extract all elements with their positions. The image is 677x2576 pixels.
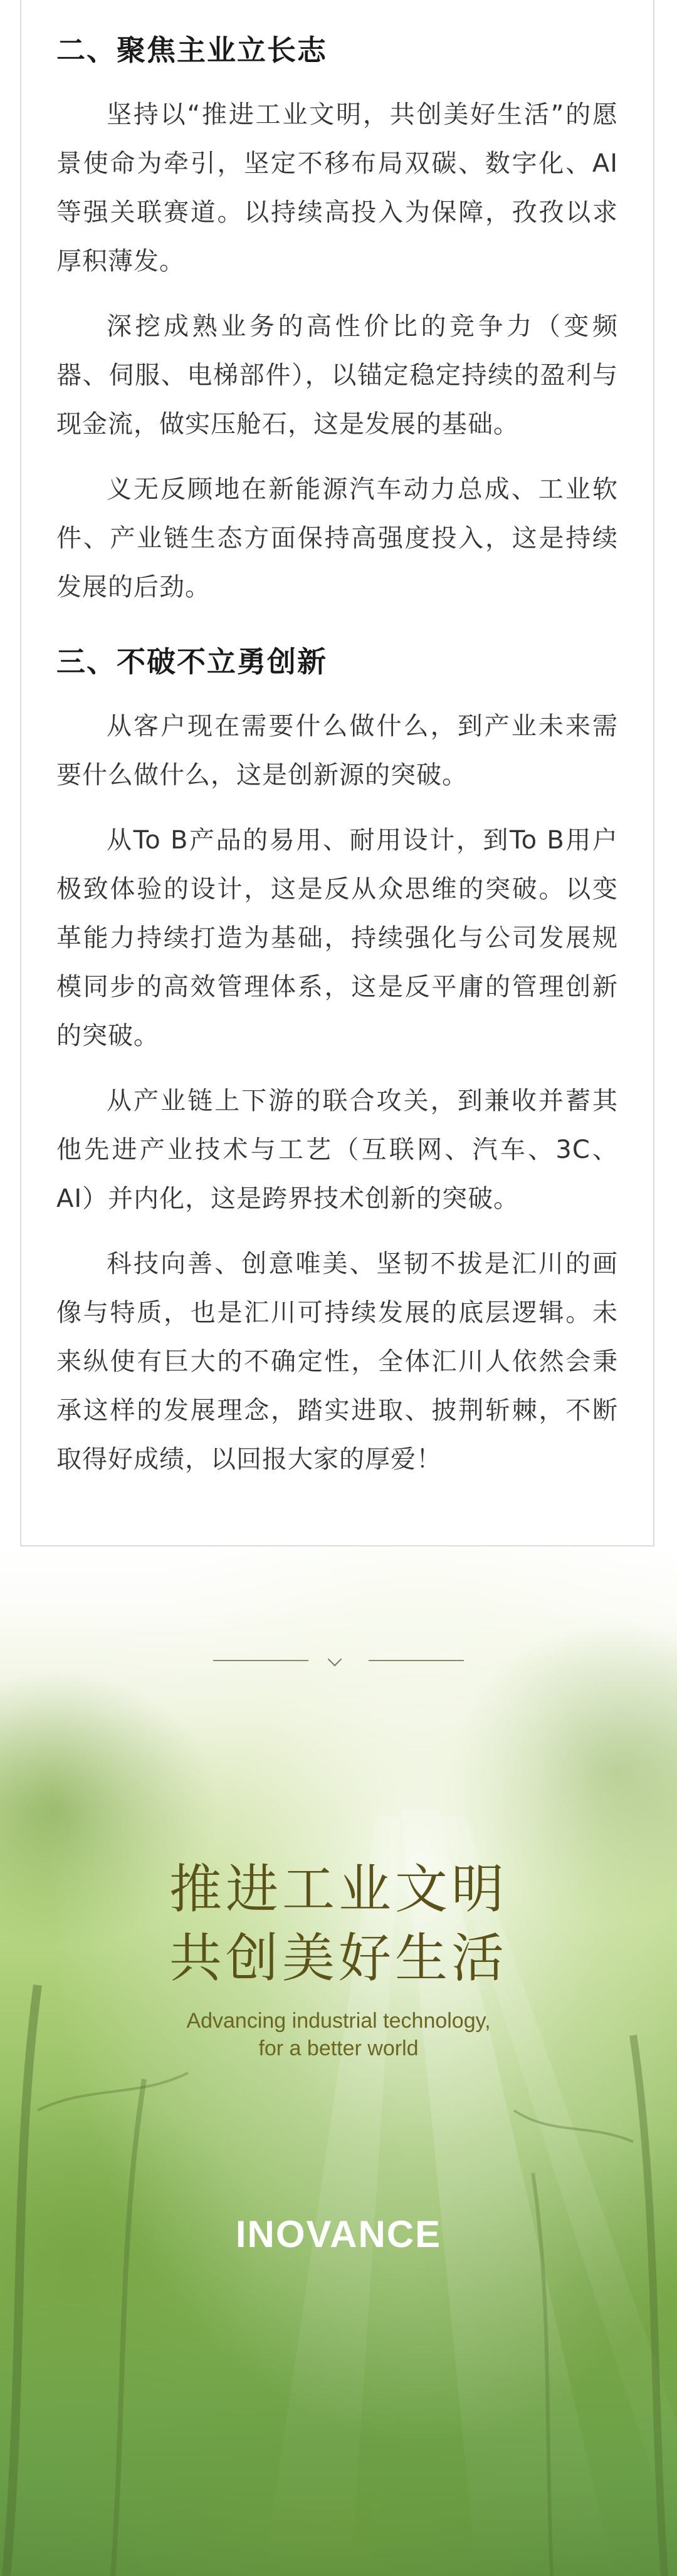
inovance-logo: INOVANCE xyxy=(235,2213,442,2255)
paragraph: 从客户现在需要什么做什么，到产业未来需要什么做什么，这是创新源的突破。 xyxy=(56,712,618,790)
divider-line-right xyxy=(369,1660,464,1661)
paragraph: 科技向善、创意唯美、坚韧不拔是汇川的画像与特质，也是汇川可持续发展的底层逻辑。未来纵使有巨大的不确定性，全体汇川人依然会秉承这样的发展理念，踏实进取、披荆斩棘，不断取得好成绩，以回报大家的厚爱！ xyxy=(56,1249,618,1474)
forest-hero-banner xyxy=(0,1546,677,2576)
paragraph: 深挖成熟业务的高性价比的竞争力（变频器、伺服、电梯部件），以锚定稳定持续的盈利与现金流，做实压舱石，这是发展的基础。 xyxy=(56,312,618,439)
slogan-en-line1: Advancing industrial technology, xyxy=(186,2009,491,2033)
slogan-en-line2: for a better world xyxy=(258,2036,419,2060)
paragraph: 从产业链上下游的联合攻关，到兼收并蓄其他先进产业技术与工艺（互联网、汽车、3C、AI）并内化，这是跨界技术创新的突破。 xyxy=(56,1087,618,1213)
paragraph: 坚持以“推进工业文明，共创美好生活”的愿景使命为牵引，坚定不移布局双碳、数字化、AI等强关联赛道。以持续高投入为保障，孜孜以求厚积薄发。 xyxy=(56,100,618,276)
divider-line-left xyxy=(213,1660,308,1661)
slogan-cn-line1: 推进工业文明 xyxy=(169,1859,508,1920)
chevron-down-icon xyxy=(328,1652,342,1667)
article-body xyxy=(21,0,653,1484)
paragraph: 义无反顾地在新能源汽车动力总成、工业软件、产业链生态方面保持高强度投入，这是持续发展的后劲。 xyxy=(56,475,618,602)
paragraph: 从To B产品的易用、耐用设计，到To B用户极致体验的设计，这是反从众思维的突破。以变革能力持续打造为基础，持续强化与公司发展规模同步的高效管理体系，这是反平庸的管理创新的突破。 xyxy=(56,826,618,1050)
section-divider xyxy=(0,1653,677,1668)
section-heading-2: 二、聚焦主业立长志 xyxy=(56,33,327,67)
article-card xyxy=(20,0,654,1546)
slogan-cn-line2: 共创美好生活 xyxy=(169,1927,508,1989)
section-heading-3: 三、不破不立勇创新 xyxy=(56,645,327,679)
